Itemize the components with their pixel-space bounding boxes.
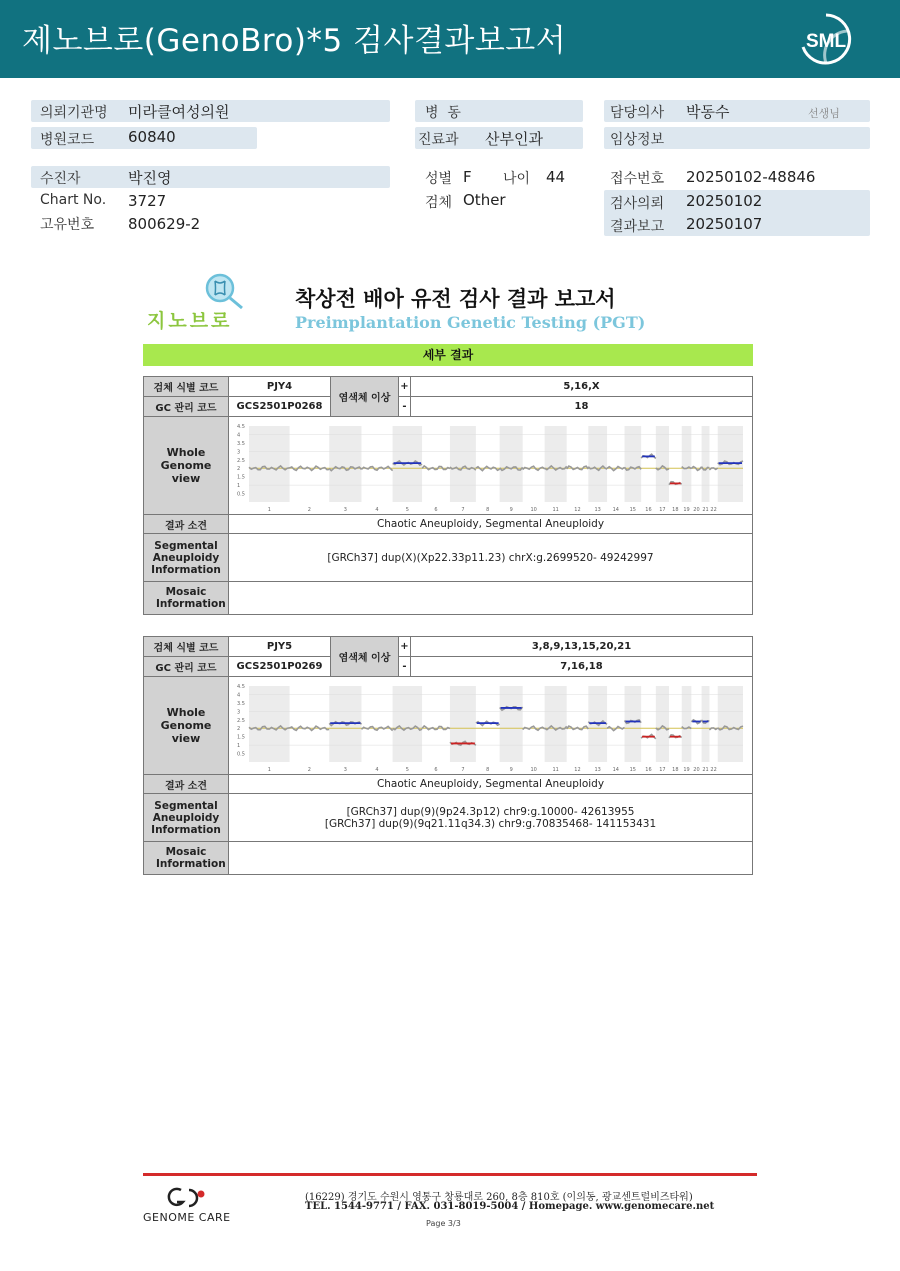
y-tick-label: 3 [236,708,240,715]
segmental-line: [GRCh37] dup(9)(9p24.3p12) chr9:g.10000- 42613955 [346,805,635,818]
mosaic-value [229,842,753,875]
loss-sign: - [399,397,411,417]
chrom-abn-label: 염색체 이상 [331,637,399,677]
y-tick-label: 2.5 [236,457,245,464]
x-tick-label: 7 [460,506,465,512]
chromosome-band [544,426,566,502]
x-tick-label: 2 [307,766,311,772]
doctor-suffix: 선생님 [808,107,840,120]
x-tick-label: 19 [682,506,690,512]
sample-code-label: 검체 식별 코드 [144,637,229,657]
y-tick-label: 3 [236,448,240,455]
genome-chart-cell [229,417,753,515]
sample-code-label: 검체 식별 코드 [144,377,229,397]
report-label: 결과보고 [610,219,665,235]
genobro-logo-icon [196,272,248,310]
loss-value: 7,16,18 [411,657,753,677]
chromosome-band [655,426,668,502]
x-tick-label: 8 [485,506,489,512]
x-tick-label: 1 [267,766,271,772]
chromosome-band [249,426,290,502]
segmental-label: Segmental Aneuploidy Information [144,794,229,842]
gc-code-value: GCS2501P0269 [229,657,331,677]
x-tick-label: 5 [405,766,409,772]
x-tick-label: 20 [692,506,700,512]
gain-value: 5,16,X [411,377,753,397]
result-table-1 [143,376,753,615]
mosaic-value [229,582,753,615]
x-tick-label: 4 [374,766,379,772]
segmental-line: [GRCh37] dup(9)(9q21.11q34.3) chr9:g.70835468- 141153431 [324,817,657,830]
institution-label: 의뢰기관명 [40,105,108,121]
unique-no-label: 고유번호 [40,217,95,233]
chromosome-band [449,426,475,502]
gain-value: 3,8,9,13,15,20,21 [411,637,753,657]
x-tick-label: 16 [644,506,652,512]
gc-code-label: GC 관리 코드 [144,657,229,677]
y-tick-label: 2 [236,465,240,472]
y-tick-label: 1.5 [236,734,245,741]
y-tick-label: 3.5 [236,440,245,447]
x-tick-label: 9 [509,506,513,512]
sample-code-value: PJY5 [229,637,331,657]
specimen-value: Other [463,191,506,209]
sml-logo-icon [797,12,855,66]
ward-label: 병 동 [425,105,461,121]
x-tick-label: 10 [529,766,537,772]
chromosome-band [392,686,421,762]
chromosome-band [249,686,290,762]
x-tick-label: 8 [485,766,489,772]
copy-number-trace [709,467,717,469]
hospital-code-label: 병원코드 [40,132,95,148]
genome-chart-cell [229,677,753,775]
whole-genome-chart [235,680,747,772]
gain-sign: + [399,377,411,397]
sex-value: F [463,168,472,186]
segmental-value [229,534,753,582]
x-tick-label: 1 [267,506,271,512]
chromosome-band [655,686,668,762]
doctor-label: 담당의사 [610,105,665,121]
whole-genome-label: Whole Genome view [144,677,229,775]
chromosome-band [499,686,522,762]
specimen-label: 검체 [425,195,453,211]
department-value: 산부인과 [485,130,543,148]
patient-value: 박진영 [128,169,172,187]
x-tick-label: 18 [671,766,679,772]
sample-code-value: PJY4 [229,377,331,397]
whole-genome-chart [235,420,747,512]
y-tick-label: 4 [236,431,240,438]
y-tick-label: 2 [236,725,240,732]
page-title: 제노브로(GenoBro)*5 검사결과보고서 [22,23,567,59]
y-tick-label: 4 [236,691,240,698]
loss-sign: - [399,657,411,677]
gc-code-label: GC 관리 코드 [144,397,229,417]
institution-value: 미라클여성의원 [128,103,230,121]
unique-no-value: 800629-2 [128,215,201,233]
report-title: 착상전 배아 유전 검사 결과 보고서 [295,287,616,311]
chromosome-band [588,426,607,502]
x-tick-label: 18 [671,506,679,512]
section-title: 세부 결과 [143,344,753,366]
x-tick-label: 7 [460,766,465,772]
chrom-abn-label: 염색체 이상 [331,377,399,417]
request-label: 검사의뢰 [610,196,665,212]
y-tick-label: 3.5 [236,700,245,707]
whole-genome-label: Whole Genome view [144,417,229,515]
x-tick-label: 6 [433,506,438,512]
x-tick-label: 17 [658,506,666,512]
x-tick-label: 13 [594,766,601,772]
chromosome-band [717,686,742,762]
result-label: 결과 소견 [144,775,229,794]
chromosome-band [449,686,475,762]
x-tick-label: 12 [573,506,581,512]
x-tick-label: 20 [692,766,700,772]
chromosome-band [499,426,522,502]
x-tick-label: 4 [374,506,379,512]
genome-care-text: GENOME CARE [143,1211,231,1224]
x-tick-label: 14 [612,766,619,772]
y-tick-label: 2.5 [236,717,245,724]
x-tick-label: 10 [529,506,537,512]
x-tick-label: 15 [629,766,636,772]
chromosome-band [681,426,691,502]
x-tick-label: 17 [658,766,666,772]
copy-number-trace [709,727,717,729]
x-tick-label: 19 [682,766,690,772]
patient-label: 수진자 [40,171,81,187]
x-tick-label: 12 [573,766,581,772]
x-tick-label: 11 [551,506,559,512]
y-tick-label: 4.5 [236,423,245,430]
y-tick-label: 1 [236,482,240,489]
chromosome-band [329,426,361,502]
report-subtitle: Preimplantation Genetic Testing (PGT) [295,313,646,332]
x-tick-label: 3 [343,766,347,772]
x-tick-label: 13 [594,506,601,512]
chart-no-label: Chart No. [40,192,107,208]
x-tick-label: 15 [629,506,636,512]
gain-sign: + [399,637,411,657]
age-label: 나이 [503,171,531,187]
y-tick-label: 1.5 [236,474,245,481]
sml-logo-text: SML [805,31,847,52]
department-label: 진료과 [418,132,459,148]
chromosome-band [544,686,566,762]
footer-divider [143,1173,757,1176]
x-tick-label: 21 [701,766,709,772]
hospital-code-value: 60840 [128,128,176,146]
y-tick-label: 0.5 [236,751,245,758]
gc-code-value: GCS2501P0268 [229,397,331,417]
genome-care-logo-icon [165,1186,207,1210]
x-tick-label: 22 [709,506,717,512]
x-tick-label: 9 [509,766,513,772]
receipt-label: 접수번호 [610,171,665,187]
x-tick-label: 6 [433,766,438,772]
chart-no-value: 3727 [128,192,167,210]
mosaic-label: Mosaic Information [144,842,229,875]
chromosome-band [624,426,641,502]
footer-contact: TEL. 1544-9771 / FAX. 031-8019-5004 / Homepage. www.genomecare.net [305,1201,715,1212]
footer-address: (16229) 경기도 수원시 영통구 창룡대로 260, 8층 810호 (이의동, 광교센트럴비즈타워) [305,1192,693,1203]
age-value: 44 [546,168,566,186]
x-tick-label: 21 [701,506,709,512]
clinical-label: 임상정보 [610,132,665,148]
genobro-logo-text: 지노브로 [147,310,233,332]
result-value: Chaotic Aneuploidy, Segmental Aneuploidy [229,515,753,534]
mosaic-label: Mosaic Information [144,582,229,615]
y-tick-label: 4.5 [236,683,245,690]
result-label: 결과 소견 [144,515,229,534]
y-tick-label: 0.5 [236,491,245,498]
chromosome-band [701,426,709,502]
x-tick-label: 14 [612,506,619,512]
x-tick-label: 16 [644,766,652,772]
report-value: 20250107 [686,215,763,233]
patient-bar [31,166,390,188]
x-tick-label: 11 [551,766,559,772]
doctor-value: 박동수 [686,103,730,121]
result-value: Chaotic Aneuploidy, Segmental Aneuploidy [229,775,753,794]
sex-label: 성별 [425,171,453,187]
x-tick-label: 3 [343,506,347,512]
y-tick-label: 1 [236,742,240,749]
request-value: 20250102 [686,192,763,210]
chromosome-band [681,686,691,762]
segmental-label: Segmental Aneuploidy Information [144,534,229,582]
x-tick-label: 22 [709,766,717,772]
loss-value: 18 [411,397,753,417]
x-tick-label: 5 [405,506,409,512]
x-tick-label: 2 [307,506,311,512]
receipt-value: 20250102-48846 [686,168,816,186]
result-table-2 [143,636,753,875]
page-number: Page 3/3 [426,1219,461,1228]
segmental-line: [GRCh37] dup(X)(Xp22.33p11.23) chrX:g.2699520- 49242997 [327,551,654,564]
segmental-value [229,794,753,842]
